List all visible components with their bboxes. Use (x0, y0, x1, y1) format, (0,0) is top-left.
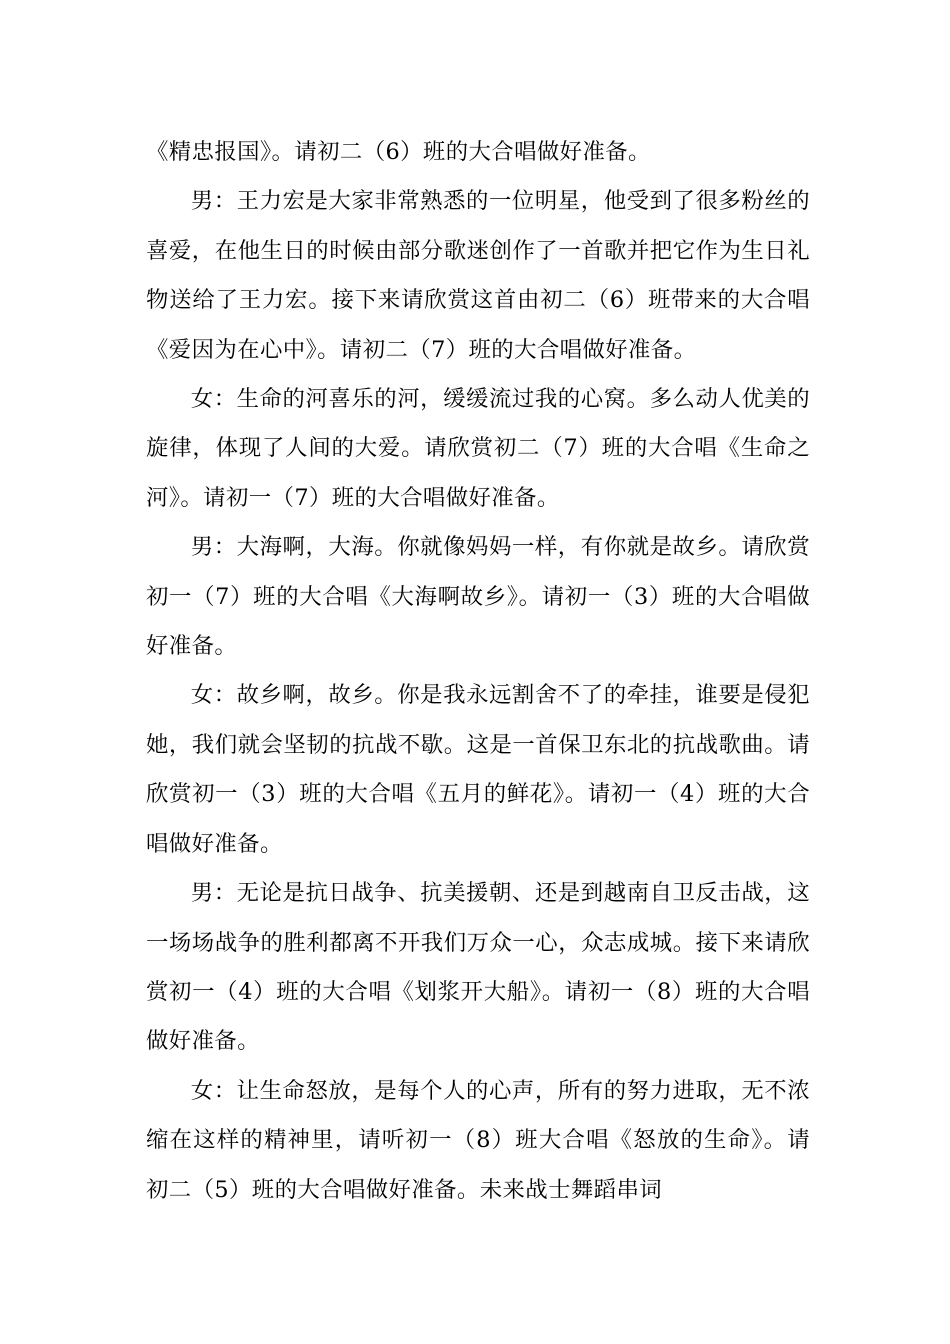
paragraph-2: 男：王力宏是大家非常熟悉的一位明星，他受到了很多粉丝的喜爱，在他生日的时候由部分歌迷创作了一首歌并把它作为生日礼物送给了王力宏。接下来请欣赏这首由初二（6）班带来的大合唱《爱因为在心中》。请初二（7）班的大合唱做好准备。 (146, 188, 810, 363)
paragraph-7: 女：让生命怒放，是每个人的心声，所有的努力进取，无不浓缩在这样的精神里，请听初一（8）班大合唱《怒放的生命》。请初二（5）班的大合唱做好准备。未来战士舞蹈串词 (146, 1077, 810, 1203)
paragraph-6: 男：无论是抗日战争、抗美援朝、还是到越南自卫反击战，这一场场战争的胜利都离不开我们万众一心，众志成城。接下来请欣赏初一（4）班的大合唱《划浆开大船》。请初一（8）班的大合唱做好准备。 (146, 880, 810, 1055)
paragraph-5: 女：故乡啊，故乡。你是我永远割舍不了的牵挂，谁要是侵犯她，我们就会坚韧的抗战不歇。这是一首保卫东北的抗战歌曲。请欣赏初一（3）班的大合唱《五月的鲜花》。请初一（4）班的大合唱做好准备。 (146, 682, 810, 857)
paragraph-3: 女：生命的河喜乐的河，缓缓流过我的心窝。多么动人优美的旋律，体现了人间的大爱。请欣赏初二（7）班的大合唱《生命之河》。请初一（7）班的大合唱做好准备。 (146, 386, 810, 511)
paragraph-1: 《精忠报国》。请初二（6）班的大合唱做好准备。 (146, 139, 651, 165)
document-body (146, 128, 810, 1215)
paragraph-4: 男：大海啊，大海。你就像妈妈一样，有你就是故乡。请欣赏初一（7）班的大合唱《大海啊故乡》。请初一（3）班的大合唱做好准备。 (146, 534, 810, 660)
